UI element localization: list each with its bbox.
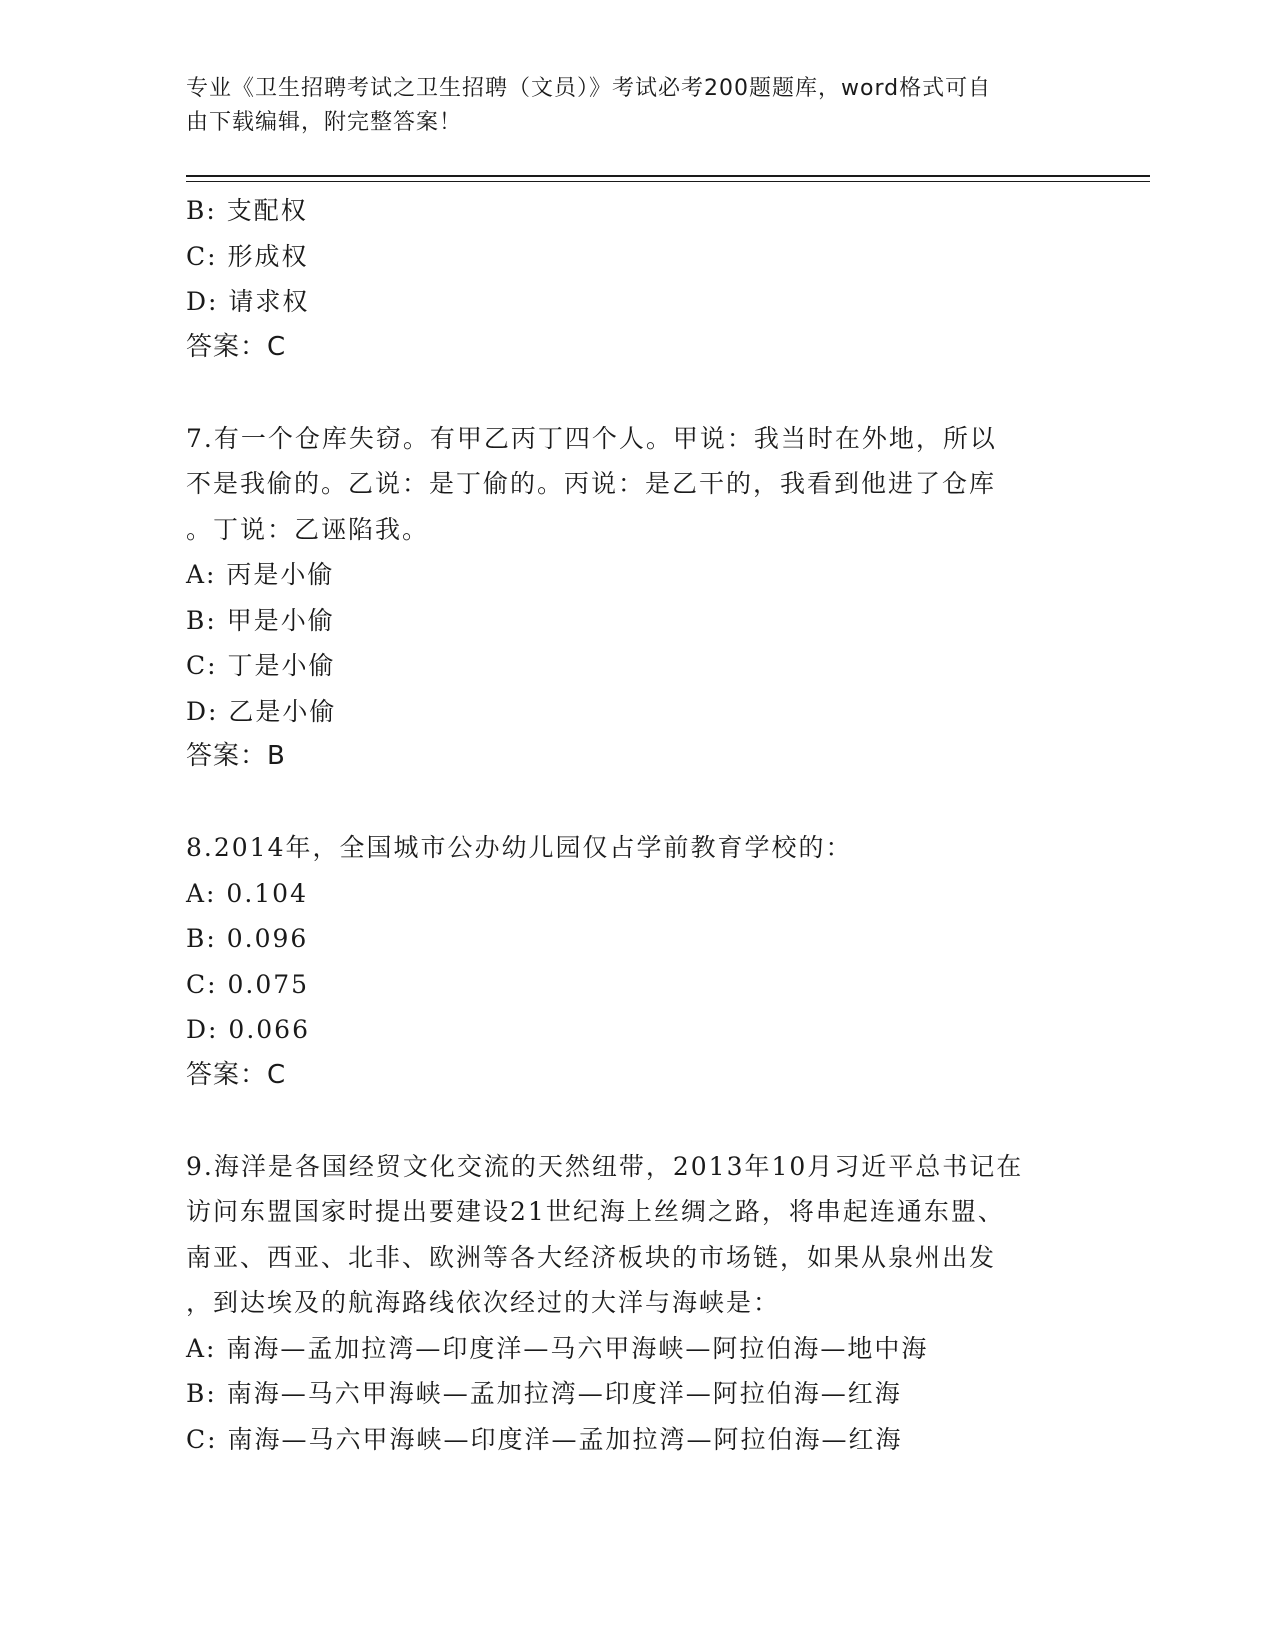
question-7 xyxy=(186,416,1086,780)
answer-label: 答案：C xyxy=(186,331,287,362)
header-divider-thick xyxy=(186,175,1150,177)
option-b: B: 支配权 xyxy=(186,196,308,225)
question-stem: 8.2014年，全国城市公办幼儿园仅占学前教育学校的： xyxy=(186,833,853,862)
question-stem: 访问东盟国家时提出要建设21世纪海上丝绸之路，将串起连通东盟、 xyxy=(186,1197,1005,1226)
option-d: D: 乙是小偷 xyxy=(186,696,337,726)
option-c: C: 丁是小偷 xyxy=(186,651,336,680)
question-stem: 9.海洋是各国经贸文化交流的天然纽带，2013年10月习近平总书记在 xyxy=(186,1151,1024,1181)
option-a: A: 丙是小偷 xyxy=(186,560,335,589)
question-stem: 7.有一个仓库失窃。有甲乙丙丁四个人。甲说：我当时在外地，所以 xyxy=(186,423,997,453)
question-stem: ，到达埃及的航海路线依次经过的大洋与海峡是： xyxy=(186,1288,781,1317)
page-header xyxy=(186,72,1066,140)
header-line-1: 专业《卫生招聘考试之卫生招聘（文员）》考试必考200题题库，word格式可自 xyxy=(186,76,992,101)
spacer xyxy=(186,370,1086,416)
option-a: A: 南海—孟加拉湾—印度洋—马六甲海峡—阿拉伯海—地中海 xyxy=(186,1333,929,1363)
spacer xyxy=(186,1098,1086,1144)
spacer xyxy=(186,780,1086,826)
option-c: C: 形成权 xyxy=(186,241,309,271)
header-divider-thin xyxy=(186,181,1150,182)
option-a: A: 0.104 xyxy=(186,878,308,908)
question-6 xyxy=(186,188,1086,370)
question-list xyxy=(186,188,1086,1462)
question-stem: 。丁说：乙诬陷我。 xyxy=(186,514,430,544)
answer-label: 答案：C xyxy=(186,1059,287,1090)
header-line-2: 由下载编辑，附完整答案！ xyxy=(186,110,463,135)
option-b: B: 0.096 xyxy=(186,924,309,953)
option-b: B: 甲是小偷 xyxy=(186,605,335,635)
question-8 xyxy=(186,825,1086,1098)
option-d: D: 请求权 xyxy=(186,287,310,316)
question-stem: 南亚、西亚、北非、欧洲等各大经济板块的市场链，如果从泉州出发 xyxy=(186,1242,997,1272)
option-c: C: 南海—马六甲海峡—印度洋—孟加拉湾—阿拉伯海—红海 xyxy=(186,1424,903,1454)
option-c: C: 0.075 xyxy=(186,969,310,999)
option-b: B: 南海—马六甲海峡—孟加拉湾—印度洋—阿拉伯海—红海 xyxy=(186,1379,902,1408)
answer-label: 答案：B xyxy=(186,741,286,771)
option-d: D: 0.066 xyxy=(186,1015,310,1044)
question-stem: 不是我偷的。乙说：是丁偷的。丙说：是乙干的，我看到他进了仓库 xyxy=(186,469,997,498)
question-9 xyxy=(186,1144,1086,1463)
